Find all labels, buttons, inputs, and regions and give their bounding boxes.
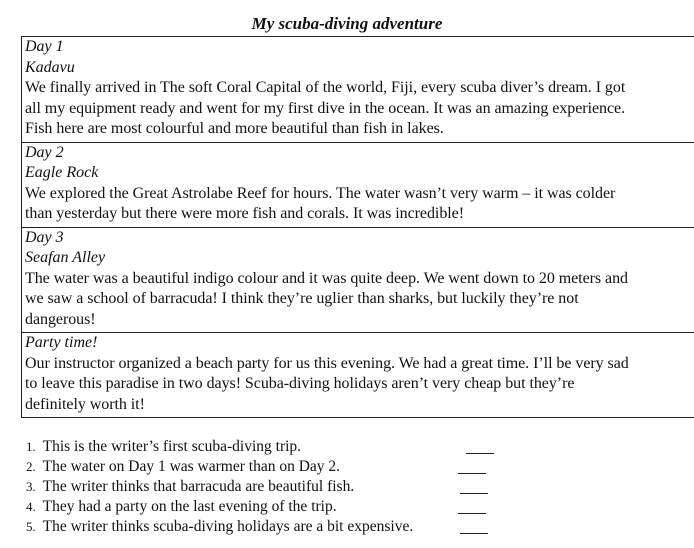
question-number: 3. [26,479,36,494]
entry-text: We explored the Great Astrolabe Reef for hours. The water wasn’t very warm – it was colder than yesterday but there were more fish and corals. It was incredible! [25,184,616,222]
page-title: My scuba-diving adventure [251,14,443,33]
entry-text: The water was a beautiful indigo colour and it was quite deep. We went down to 20 meters and we saw a school of barracuda! I think they’re uglier than sharks, but luckily they’re not dangerous! [25,269,628,328]
question-number: 4. [26,499,36,514]
true-false-questions [26,437,546,537]
entry-place-label: Kadavu [25,58,75,76]
entry-place-label: Eagle Rock [25,164,99,181]
question-text: This is the writer’s first scuba-diving trip. [42,438,302,455]
answer-blank[interactable] [460,477,488,494]
entry-text: We finally arrived in The soft Coral Capital of the world, Fiji, every scuba diver’s dream. I got all my equipment ready and went for my first dive in the ocean. It was an amazing experience. Fish here are most colourful and more beautiful than fish in lakes. [25,79,626,137]
answer-blank[interactable] [458,457,486,474]
entry-day-label: Day 2 [25,143,64,161]
question-item [26,437,546,457]
question-number: 2. [26,459,36,474]
question-item [26,457,546,477]
question-text: The water on Day 1 was warmer than on Day 2. [42,458,341,475]
diary-entry-day-3 [22,228,694,334]
question-text: The writer thinks that barracuda are beautiful fish. [42,478,355,495]
diary-entries-table [21,36,694,418]
diary-entry-day-2 [22,143,694,228]
answer-blank[interactable] [466,437,494,454]
question-item [26,497,546,517]
question-text: The writer thinks scuba-diving holidays are a bit expensive. [42,518,414,535]
diary-entry-day-1 [22,37,694,143]
entry-day-label: Party time! [25,334,98,351]
answer-blank[interactable] [458,497,486,514]
question-number: 5. [26,519,36,534]
question-item [26,517,546,537]
question-text: They had a party on the last evening of the trip. [42,498,337,515]
entry-text: Our instructor organized a beach party for us this evening. We had a great time. I’ll be very sad to leave this paradise in two days! Scuba-diving holidays aren’t very cheap but they’re definitely worth it! [25,354,629,413]
entry-day-label: Day 3 [25,228,64,246]
question-item [26,477,546,497]
diary-entry-party [22,333,694,417]
entry-day-label: Day 1 [25,38,64,55]
entry-place-label: Seafan Alley [25,249,106,266]
question-number: 1. [26,439,36,454]
answer-blank[interactable] [460,517,488,534]
